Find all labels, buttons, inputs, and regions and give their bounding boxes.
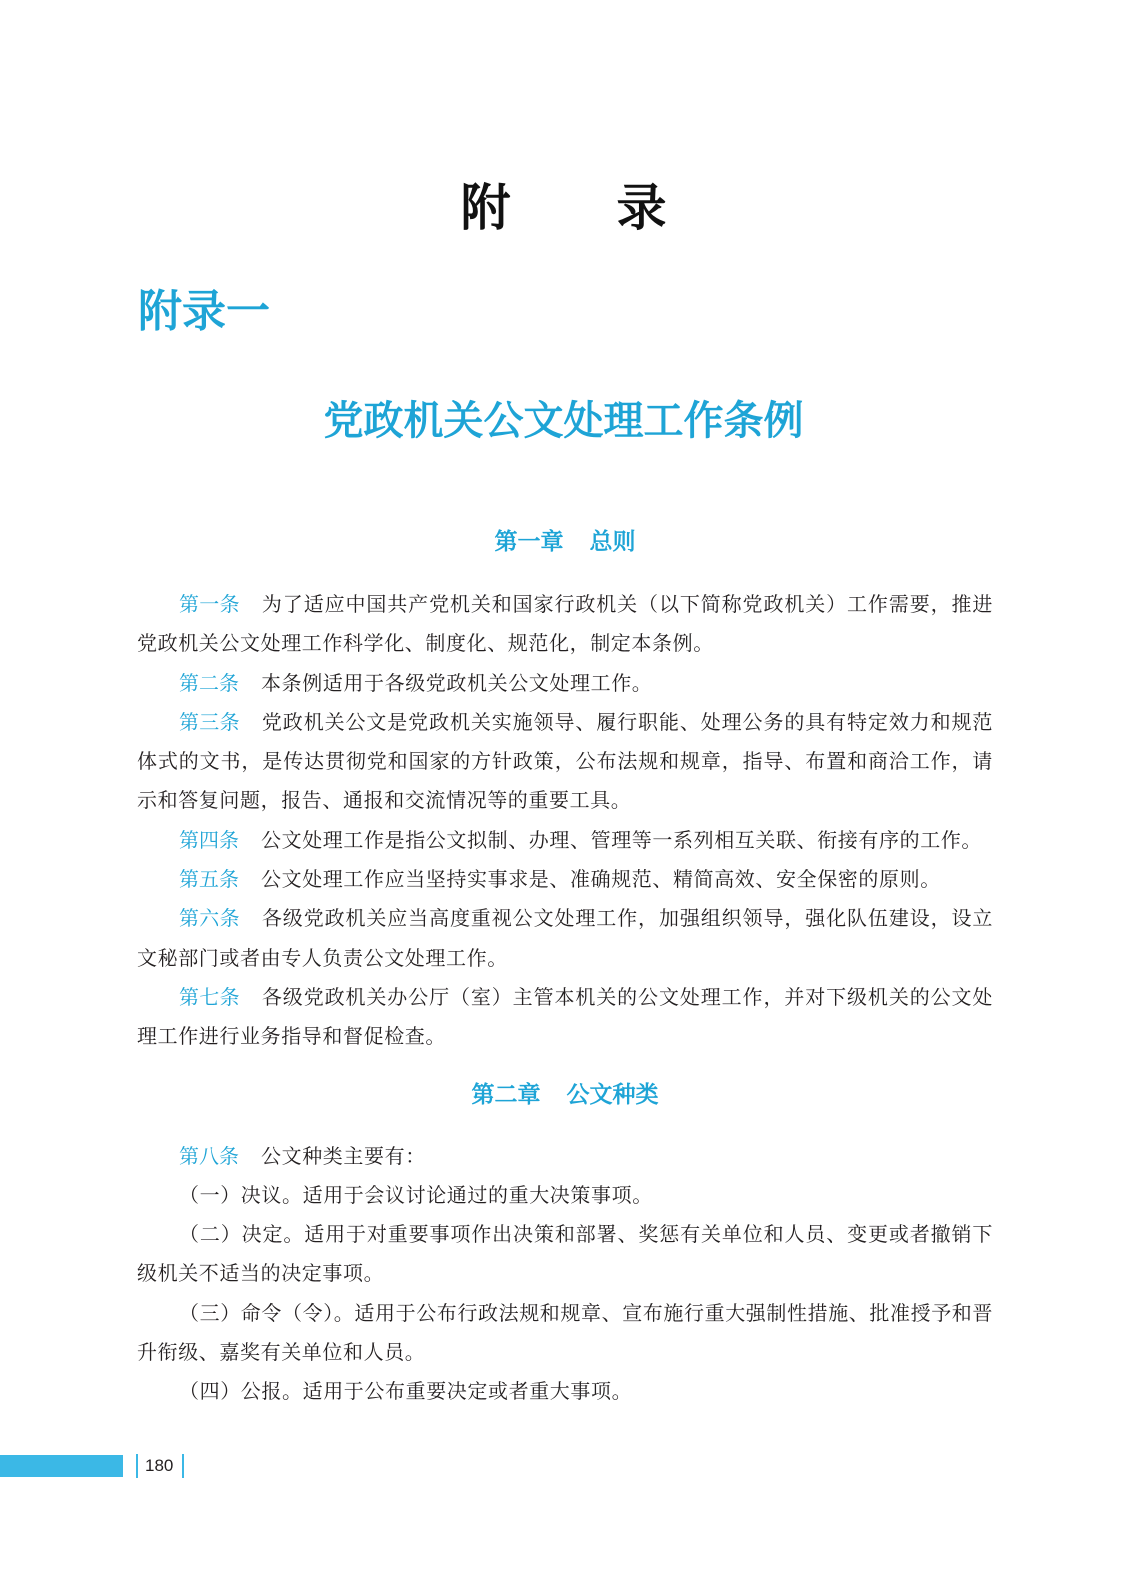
- list-item-paragraph: [137, 1294, 993, 1373]
- article-text: 公文处理工作是指公文拟制、办理、管理等一系列相互关联、衔接有序的工作。: [261, 827, 982, 852]
- document-title: 党政机关公文处理工作条例: [323, 397, 804, 444]
- appendix-label: 附录一: [138, 286, 270, 337]
- article-paragraph: [137, 664, 993, 703]
- article-text: 各级党政机关办公厅（室）主管本机关的公文处理工作，并对下级机关的公文处理工作进行业务指导和督促检查。: [137, 984, 994, 1049]
- article-text: 本条例适用于各级党政机关公文处理工作。: [261, 670, 653, 695]
- article-text: 党政机关公文是党政机关实施领导、履行职能、处理公务的具有特定效力和规范体式的文书，是传达贯彻党和国家的方针政策，公布法规和规章，指导、布置和商洽工作，请示和答复问题，报告、通报和交流情况等的重要工具。: [137, 709, 994, 813]
- footer-divider: [136, 1454, 138, 1478]
- list-item-text: （二）决定。适用于对重要事项作出决策和部署、奖惩有关单位和人员、变更或者撤销下级机关不适当的决定事项。: [137, 1222, 993, 1286]
- article-paragraph: [137, 821, 993, 860]
- article-number: 第三条: [179, 709, 240, 734]
- article-paragraph: [137, 1137, 993, 1176]
- article-text: 公文种类主要有：: [261, 1143, 426, 1168]
- chapter-number: 第一章: [494, 529, 564, 555]
- article-number: 第四条: [179, 827, 239, 852]
- article-number: 第六条: [179, 906, 240, 931]
- article-number: 第一条: [179, 592, 240, 616]
- article-text: 公文处理工作应当坚持实事求是、准确规范、精简高效、安全保密的原则。: [261, 867, 941, 892]
- article-number: 第二条: [179, 670, 239, 695]
- list-item-paragraph: [137, 1176, 993, 1215]
- article-text: 各级党政机关应当高度重视公文处理工作，加强组织领导，强化队伍建设，设立文秘部门或者由专人负责公文处理工作。: [137, 906, 994, 970]
- list-item-text: （四）公报。适用于公布重要决定或者重大事项。: [179, 1379, 633, 1404]
- footer-divider: [182, 1454, 184, 1478]
- article-text: 为了适应中国共产党机关和国家行政机关（以下简称党政机关）工作需要，推进党政机关公文处理工作科学化、制度化、规范化，制定本条例。: [137, 592, 994, 656]
- article-paragraph: [137, 703, 993, 821]
- article-paragraph: [137, 860, 993, 899]
- article-number: 第七条: [179, 984, 240, 1009]
- list-item-text: （三）命令（令）。适用于公布行政法规和规章、宣布施行重大强制性措施、批准授予和晋升衔级、嘉奖有关单位和人员。: [137, 1300, 993, 1365]
- chapter-name: 总则: [589, 529, 636, 555]
- list-item-paragraph: [137, 1215, 993, 1294]
- list-item-paragraph: [137, 1372, 993, 1411]
- footer-accent-bar: [0, 1455, 123, 1477]
- article-paragraph: [137, 585, 993, 664]
- article-paragraph: [137, 978, 993, 1057]
- article-paragraph: [137, 899, 993, 978]
- chapter-heading: [137, 1075, 993, 1115]
- chapter-number: 第二章: [471, 1081, 541, 1108]
- chapter-name: 公文种类: [566, 1081, 659, 1108]
- document-body: [137, 522, 993, 1412]
- list-item-text: （一）决议。适用于会议讨论通过的重大决策事项。: [179, 1182, 653, 1207]
- article-number: 第五条: [179, 867, 239, 892]
- main-title: 附录: [460, 179, 773, 237]
- article-number: 第八条: [179, 1143, 239, 1168]
- page-number: 180: [145, 1456, 174, 1475]
- chapter-heading: [137, 522, 993, 562]
